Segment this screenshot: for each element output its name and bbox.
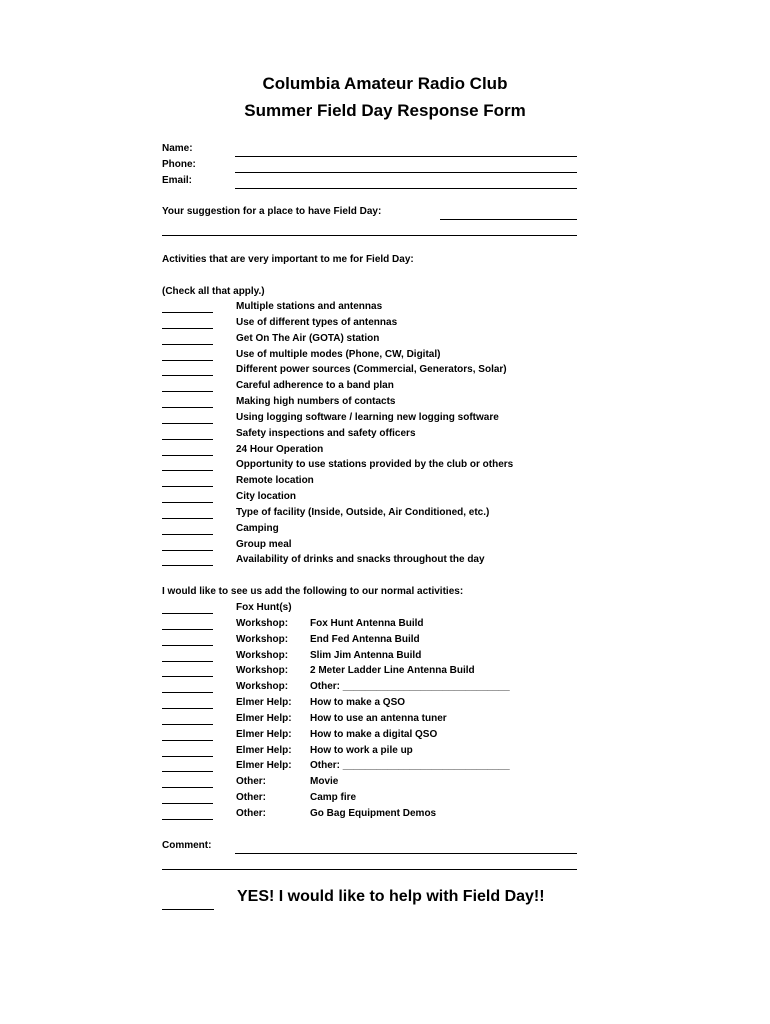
activity-checkbox[interactable] — [162, 518, 213, 519]
addition-label: Other: — [236, 792, 266, 803]
suggestion-label: Your suggestion for a place to have Field Day: — [162, 206, 382, 217]
comment-label: Comment: — [162, 840, 212, 851]
addition-checkbox[interactable] — [162, 771, 213, 772]
addition-detail: Other: ______________________________ — [310, 760, 510, 771]
addition-checkbox[interactable] — [162, 676, 213, 677]
phone-label: Phone: — [162, 159, 196, 170]
activities-heading: Activities that are very important to me for Field Day: — [162, 254, 414, 265]
activity-item: Careful adherence to a band plan — [236, 380, 394, 391]
addition-detail: How to work a pile up — [310, 745, 413, 756]
activity-item: Type of facility (Inside, Outside, Air Conditioned, etc.) — [236, 507, 490, 518]
suggestion-field[interactable] — [440, 219, 577, 220]
addition-label: Other: — [236, 808, 266, 819]
addition-detail: Slim Jim Antenna Build — [310, 650, 422, 661]
addition-label: Workshop: — [236, 681, 289, 692]
form-title-line2: Summer Field Day Response Form — [244, 101, 526, 120]
volunteer-checkbox[interactable] — [162, 909, 214, 910]
activity-item: Making high numbers of contacts — [236, 396, 396, 407]
addition-checkbox[interactable] — [162, 787, 213, 788]
phone-field[interactable] — [235, 172, 577, 173]
activity-checkbox[interactable] — [162, 565, 213, 566]
addition-label: Workshop: — [236, 665, 289, 676]
activities-instruction: (Check all that apply.) — [162, 286, 265, 297]
addition-label: Workshop: — [236, 650, 289, 661]
activity-item: Different power sources (Commercial, Generators, Solar) — [236, 364, 507, 375]
addition-detail: How to make a digital QSO — [310, 729, 438, 740]
comment-field[interactable] — [235, 853, 577, 854]
comment-field-line2[interactable] — [162, 869, 577, 870]
activity-item: Multiple stations and antennas — [236, 301, 383, 312]
activity-checkbox[interactable] — [162, 375, 213, 376]
activity-checkbox[interactable] — [162, 344, 213, 345]
activity-item: Use of multiple modes (Phone, CW, Digital) — [236, 349, 441, 360]
addition-checkbox[interactable] — [162, 661, 213, 662]
addition-detail: 2 Meter Ladder Line Antenna Build — [310, 665, 475, 676]
addition-label: Workshop: — [236, 634, 289, 645]
addition-label: Elmer Help: — [236, 760, 292, 771]
activity-checkbox[interactable] — [162, 391, 213, 392]
addition-checkbox[interactable] — [162, 724, 213, 725]
suggestion-field-line2[interactable] — [162, 235, 577, 236]
activity-checkbox[interactable] — [162, 502, 213, 503]
activity-item: Using logging software / learning new logging software — [236, 412, 499, 423]
activity-item: Group meal — [236, 539, 292, 550]
addition-checkbox[interactable] — [162, 740, 213, 741]
activity-checkbox[interactable] — [162, 360, 213, 361]
activity-item: City location — [236, 491, 297, 502]
addition-label: Elmer Help: — [236, 697, 292, 708]
additions-heading: I would like to see us add the following to our normal activities: — [162, 586, 464, 597]
activity-checkbox[interactable] — [162, 455, 213, 456]
addition-detail: How to use an antenna tuner — [310, 713, 447, 724]
addition-detail: How to make a QSO — [310, 697, 406, 708]
volunteer-text: YES! I would like to help with Field Day!! — [237, 888, 545, 905]
name-label: Name: — [162, 143, 193, 154]
addition-detail: End Fed Antenna Build — [310, 634, 420, 645]
addition-label: Elmer Help: — [236, 729, 292, 740]
email-label: Email: — [162, 175, 193, 186]
activity-checkbox[interactable] — [162, 534, 213, 535]
activity-item: Availability of drinks and snacks throughout the day — [236, 554, 485, 565]
addition-checkbox[interactable] — [162, 613, 213, 614]
addition-checkbox[interactable] — [162, 645, 213, 646]
activity-checkbox[interactable] — [162, 407, 213, 408]
addition-checkbox[interactable] — [162, 692, 213, 693]
activity-item: Remote location — [236, 475, 314, 486]
activity-checkbox[interactable] — [162, 312, 213, 313]
addition-checkbox[interactable] — [162, 756, 213, 757]
activity-item: Get On The Air (GOTA) station — [236, 333, 380, 344]
activity-checkbox[interactable] — [162, 439, 213, 440]
addition-detail: Movie — [310, 776, 339, 787]
addition-label: Workshop: — [236, 618, 289, 629]
activity-checkbox[interactable] — [162, 470, 213, 471]
activity-item: Safety inspections and safety officers — [236, 428, 416, 439]
addition-label: Fox Hunt(s) — [236, 602, 292, 613]
activity-checkbox[interactable] — [162, 486, 213, 487]
activity-checkbox[interactable] — [162, 550, 213, 551]
addition-label: Elmer Help: — [236, 713, 292, 724]
activity-item: Camping — [236, 523, 279, 534]
addition-detail: Go Bag Equipment Demos — [310, 808, 437, 819]
addition-detail: Fox Hunt Antenna Build — [310, 618, 424, 629]
activity-checkbox[interactable] — [162, 328, 213, 329]
addition-checkbox[interactable] — [162, 708, 213, 709]
addition-detail: Other: ______________________________ — [310, 681, 510, 692]
form-title-line1: Columbia Amateur Radio Club — [262, 74, 508, 93]
addition-checkbox[interactable] — [162, 803, 213, 804]
email-field[interactable] — [235, 188, 577, 189]
activity-item: Use of different types of antennas — [236, 317, 398, 328]
activity-item: Opportunity to use stations provided by the club or others — [236, 459, 514, 470]
addition-detail: Camp fire — [310, 792, 357, 803]
addition-label: Elmer Help: — [236, 745, 292, 756]
activity-checkbox[interactable] — [162, 423, 213, 424]
addition-checkbox[interactable] — [162, 819, 213, 820]
activity-item: 24 Hour Operation — [236, 444, 324, 455]
addition-label: Other: — [236, 776, 266, 787]
addition-checkbox[interactable] — [162, 629, 213, 630]
name-field[interactable] — [235, 156, 577, 157]
